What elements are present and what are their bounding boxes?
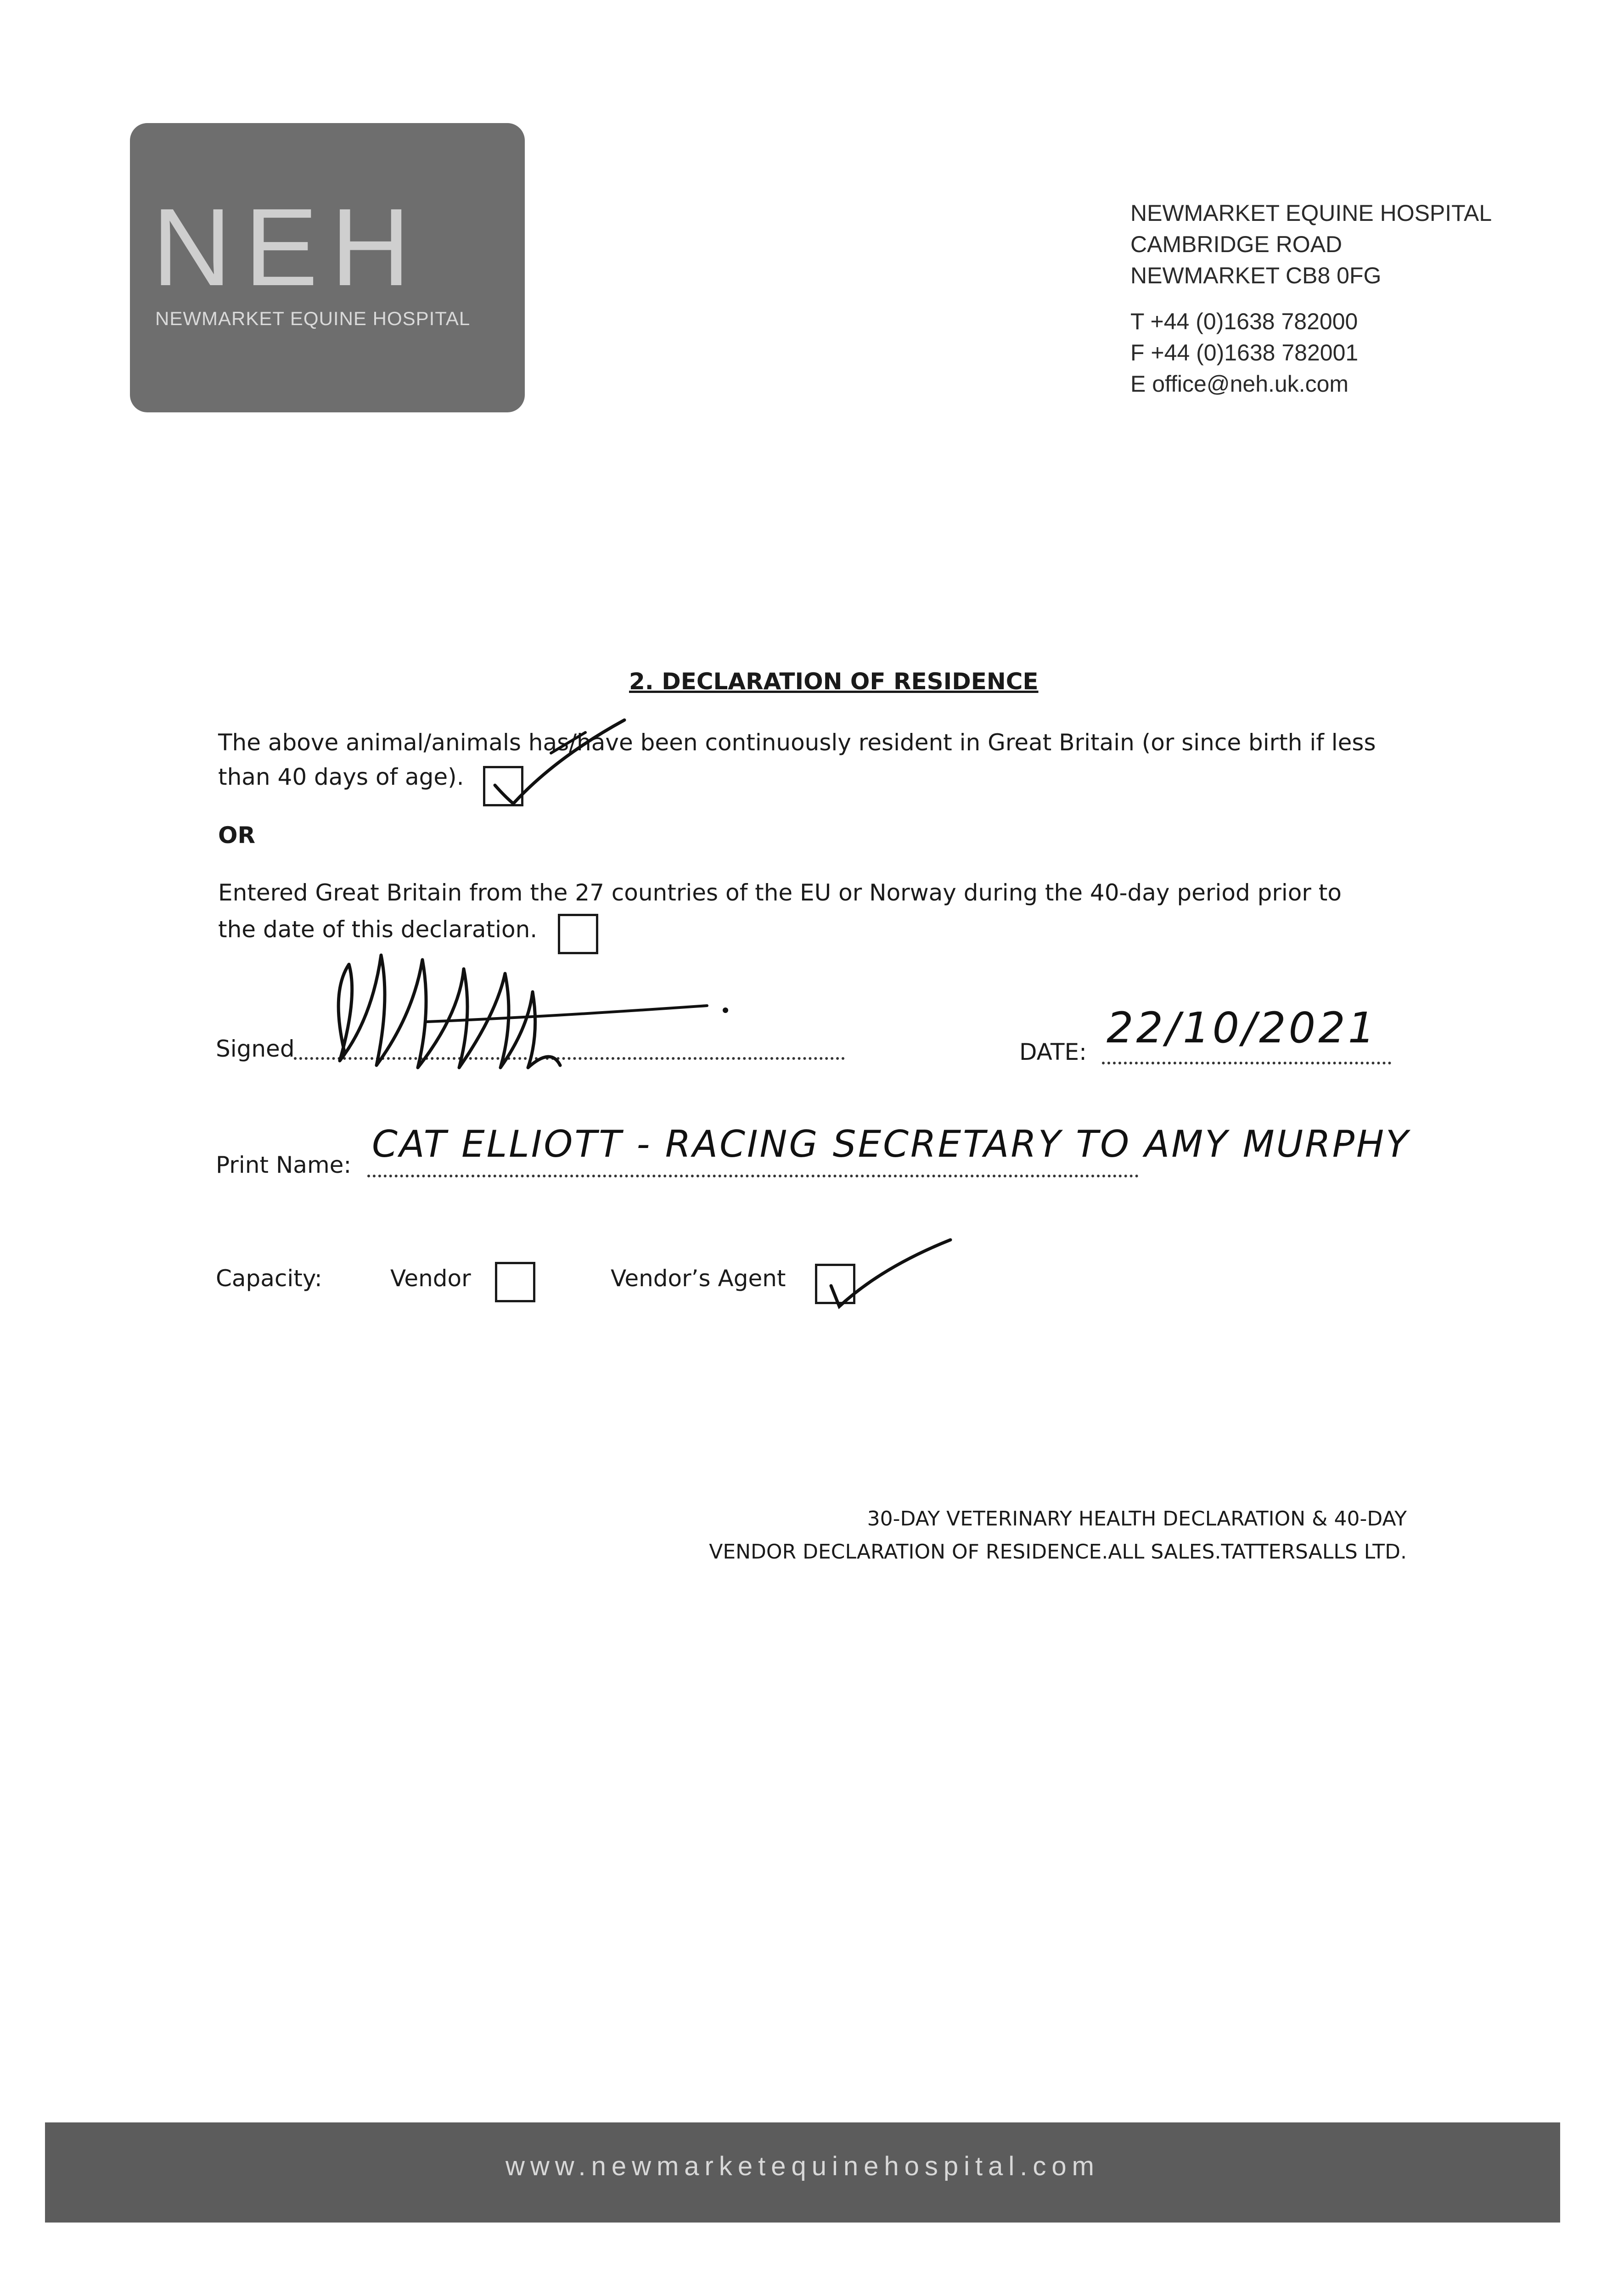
hospital-contact [1130,306,1358,400]
form-reference [709,1503,1407,1569]
email-address: E office@neh.uk.com [1130,371,1349,397]
date-line [1102,1062,1391,1064]
logo-mark: NEH [152,186,423,309]
footer-bar [45,2122,1560,2223]
option2-text-line2: the date of this declaration. [218,916,538,943]
vendor-agent-label: Vendor’s Agent [611,1265,786,1292]
vendor-checkbox[interactable] [495,1262,535,1302]
signature-icon [312,937,762,1084]
neh-logo [130,123,525,412]
option1-text-line1: The above animal/animals has/have been continuously resident in Great Britain (or since birth if less [218,729,1376,756]
or-label: OR [218,822,256,849]
address-line: NEWMARKET CB8 0FG [1130,263,1382,288]
fax-number: F +44 (0)1638 782001 [1130,340,1359,366]
address-line: CAMBRIDGE ROAD [1130,231,1343,257]
logo-subtitle: NEWMARKET EQUINE HOSPITAL [155,308,471,329]
section-title: 2. DECLARATION OF RESIDENCE [629,668,1039,695]
print-name-line [367,1175,1139,1177]
phone-number: T +44 (0)1638 782000 [1130,309,1358,334]
capacity-label: Capacity: [216,1265,322,1292]
date-label: DATE: [1019,1039,1087,1065]
address-line: NEWMARKET EQUINE HOSPITAL [1130,200,1492,226]
option2-text-line1: Entered Great Britain from the 27 countries of the EU or Norway during the 40-day period prior to [218,879,1342,906]
vendor-agent-checkmark-icon [822,1231,960,1318]
date-value[interactable]: 22/10/2021 [1107,1003,1378,1052]
print-name-label: Print Name: [216,1152,352,1178]
vendor-label: Vendor [390,1265,471,1292]
hospital-address [1130,197,1492,291]
footer-url[interactable]: www.newmarketequinehospital.com [506,2151,1100,2181]
print-name-value[interactable]: CAT ELLIOTT - RACING SECRETARY TO AMY MURPHY [372,1123,1410,1165]
form-reference-line2: VENDOR DECLARATION OF RESIDENCE.ALL SALES.TATTERSALLS LTD. [709,1540,1407,1564]
signed-label: Signed [216,1035,295,1062]
has-strikethrough-icon [549,730,590,758]
form-reference-line1: 30-DAY VETERINARY HEALTH DECLARATION & 40-DAY [867,1507,1407,1531]
option1-text-line2: than 40 days of age). [218,764,464,790]
